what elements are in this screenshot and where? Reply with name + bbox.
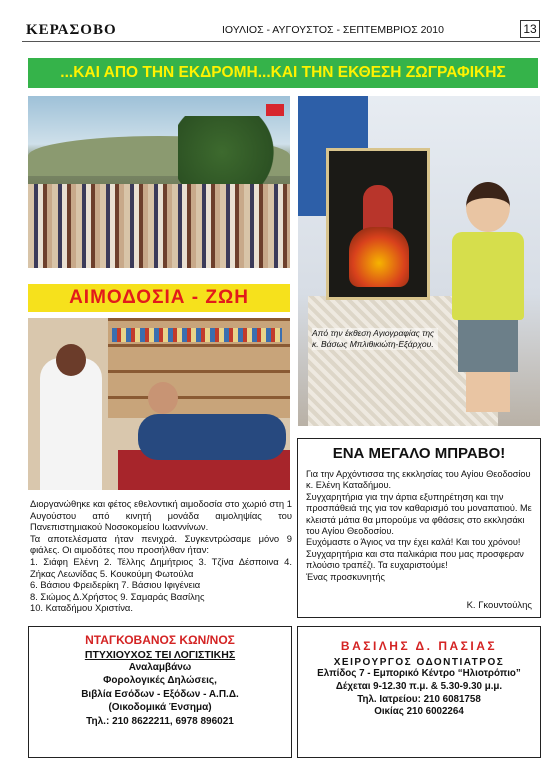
ad-name: ΝΤΑΓΚΟΒΑΝΟΣ ΚΩΝ/ΝΟΣ bbox=[85, 633, 235, 647]
dentist-ad bbox=[297, 626, 541, 758]
mbravo-line: Ευχόμαστε ο Άγιος να την έχει καλά! Και του χρόνου! bbox=[306, 537, 521, 548]
page-header bbox=[22, 20, 540, 42]
article-paragraph: 8. Σιώμος Δ.Χρήστος 9. Σαμαράς Βασίλης bbox=[30, 590, 205, 602]
mbravo-title: ΕΝΑ ΜΕΓΑΛΟ ΜΠΡΑΒΟ! bbox=[332, 445, 506, 462]
group-photo bbox=[28, 96, 290, 268]
page-number: 13 bbox=[520, 20, 540, 38]
article-paragraph: Διοργανώθηκε και φέτος εθελοντική αιμοδοσία στο χωριό στη 1 Αυγούστου από κινητή μονάδα αιμοληψίας του Πανεπιστημιακού Νοσοκομείου Ιωαννίνων. bbox=[30, 498, 292, 533]
ad-line: (Οικοδομικά Ένσημα) bbox=[108, 702, 212, 714]
boy-shirt bbox=[452, 232, 524, 320]
boy-legs bbox=[466, 372, 510, 412]
nurse-head bbox=[56, 344, 86, 376]
ad-phone: Τηλ.: 210 8622211, 6978 896021 bbox=[86, 715, 234, 727]
mbravo-box bbox=[297, 438, 541, 618]
ad-address: Ελπίδος 7 - Εμπορικό Κέντρο “Ηλιοτρόπιο” bbox=[317, 668, 521, 679]
ad-subtitle: ΠΤΥΧΙΟΥΧΟΣ ΤΕΙ ΛΟΓΙΣΤΙΚΗΣ bbox=[84, 649, 236, 661]
blood-donation-title: ΑΙΜΟΔΟΣΙΑ - ΖΩΗ bbox=[28, 284, 290, 312]
photo-books bbox=[112, 328, 282, 342]
article-paragraph: 1. Σιάφη Ελένη 2. Τέλλης Δημήτριος 3. Τζίνα Δέσποινα 4. Ζήκας Λεωνίδας 5. Κουκούμη Φωτούλα bbox=[30, 555, 292, 579]
ad-line: Αναλαμβάνω bbox=[128, 662, 192, 673]
article-paragraph: 6. Βάσιου Φρειδερίκη 7. Βάσιου Ιφιγένεια bbox=[30, 579, 201, 591]
newspaper-title: ΚΕΡΑΣΟΒΟ bbox=[26, 22, 117, 38]
photo-crowd bbox=[28, 184, 290, 268]
mbravo-line: Για την Αρχόντισσα της εκκλησίας του Αγίου Θεοδοσίου κ. Ελένη Καταδήμου. bbox=[306, 469, 531, 491]
ad-phone: Οικίας 210 6002264 bbox=[374, 706, 464, 718]
issue-date: ΙΟΥΛΙΟΣ - ΑΥΓΟΥΣΤΟΣ - ΣΕΠΤΕΜΒΡΙΟΣ 2010 bbox=[222, 24, 444, 36]
ad-phone: Τηλ. Ιατρείου: 210 6081758 bbox=[357, 693, 481, 705]
photo-caption: Από την έκθεση Αγιογραφίας της κ. Βάσως Μπλιθικιώτη-Εξάρχου. bbox=[312, 328, 438, 350]
mbravo-line: Ένας προσκυνητής bbox=[306, 571, 385, 582]
ad-line: Φορολογικές Δηλώσεις, bbox=[103, 675, 217, 687]
mbravo-line: Συγχαρητήρια και στα παλικάρια που μας προσφεραν πλούσιο τραπέζι. Τα ευχαριστούμε! bbox=[306, 548, 524, 571]
ad-hours: Δέχεται 9-12.30 π.μ. & 5.30-9.30 μ.μ. bbox=[335, 680, 503, 692]
article-paragraph: Τα αποτελέσματα ήταν πενιχρά. Συγκεντρώσαμε μόνο 9 φιάλες. Οι αιμοδότες που προσήλθαν ήταν: bbox=[30, 532, 292, 556]
article-paragraph: 10. Καταδήμου Χριστίνα. bbox=[30, 602, 133, 614]
icon-exhibition-photo bbox=[298, 96, 540, 426]
boy-head bbox=[466, 182, 510, 232]
boy-shorts bbox=[458, 320, 518, 372]
photo-donor bbox=[138, 414, 286, 460]
icon-fire bbox=[349, 227, 409, 287]
religious-icon-painting bbox=[326, 148, 430, 300]
photo-nurse bbox=[40, 358, 102, 490]
greek-flag-icon bbox=[266, 104, 284, 116]
mbravo-line: Συγχαρητήρια για την άρτια εξυπηρέτηση και την προσπάθειά της για τον καθαρισμό του μοναπατιού. Με κλειστά μάτια θα μπορούμε να φθάσεις στο εκκλησάκι του Αγίου Θεοδοσίου. bbox=[306, 491, 532, 537]
blood-donation-photo bbox=[28, 318, 290, 490]
blood-donation-article bbox=[30, 498, 292, 614]
ad-line: Βιβλία Εσόδων - Εξόδων - Α.Π.Δ. bbox=[81, 688, 239, 700]
donor-head bbox=[148, 382, 178, 414]
ad-name: ΒΑΣΙΛΗΣ Δ. ΠΑΣΙΑΣ bbox=[340, 639, 498, 653]
mbravo-text bbox=[306, 469, 534, 583]
excursion-banner: ...ΚΑΙ ΑΠΟ ΤΗΝ ΕΚΔΡΟΜΗ...ΚΑΙ ΤΗΝ ΕΚΘΕΣΗ ΖΩΓΡΑΦΙΚΗΣ bbox=[28, 58, 538, 88]
accountant-ad bbox=[28, 626, 292, 758]
ad-subtitle: ΧΕΙΡΟΥΡΓΟΣ ΟΔΟΝΤΙΑΤΡΟΣ bbox=[333, 657, 505, 668]
mbravo-signature: Κ. Γκουντούλης bbox=[466, 600, 532, 611]
photo-boy bbox=[448, 182, 528, 412]
